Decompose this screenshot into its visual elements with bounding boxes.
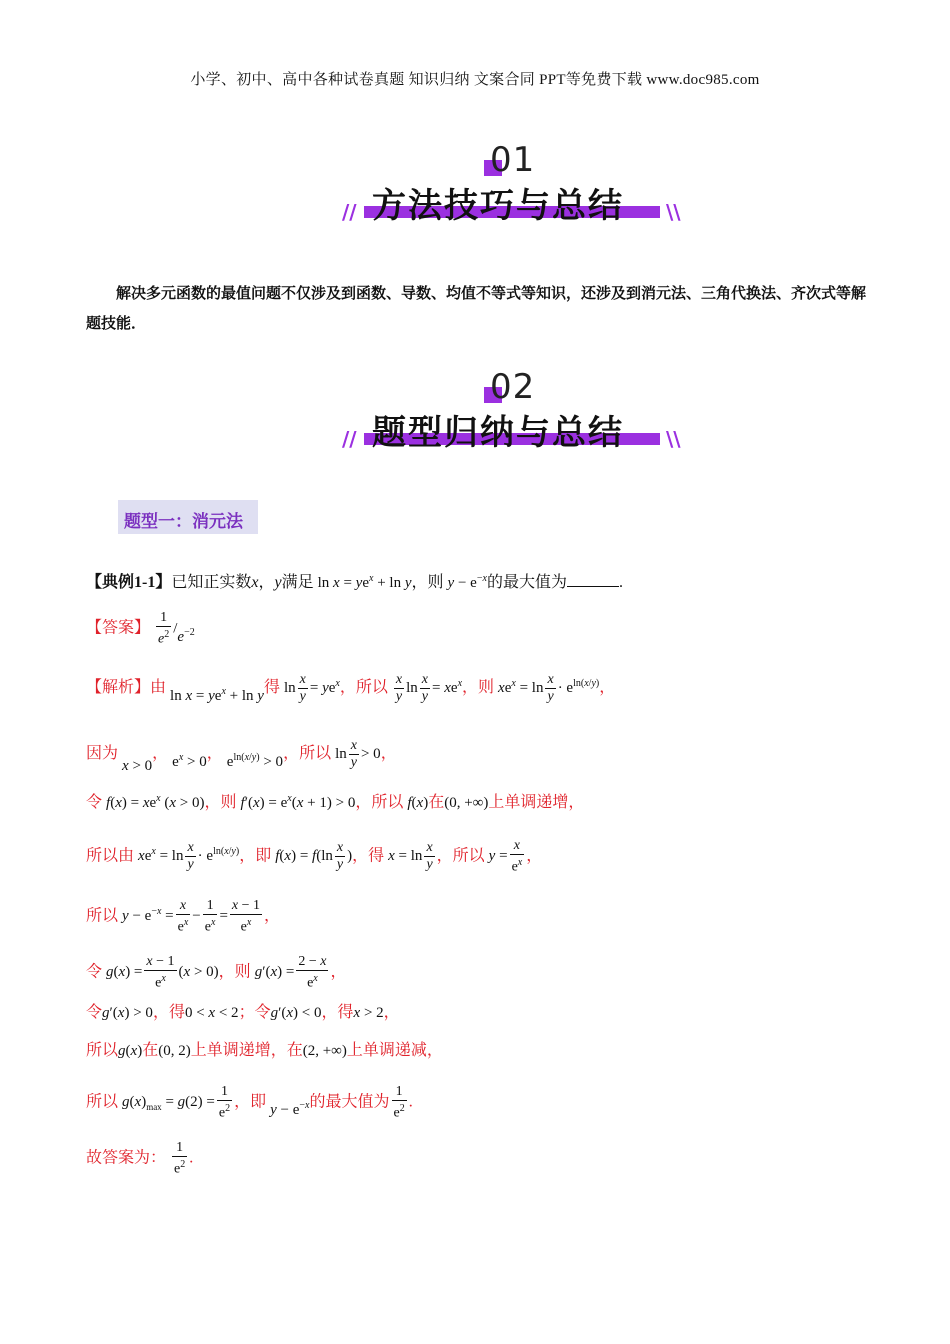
formula: x > 0 <box>122 757 153 774</box>
analysis-line-5: 所以 $y - e^{-x}$ = $\frac{x}{e^x}$ − $\frac{1}{e^x}$ = $\frac{x - 1}{e^x}$ ， <box>86 898 281 935</box>
formula: $f'(x) = e^x(x + 1) > 0$ <box>240 793 356 811</box>
formula: $e^x > 0$ <box>172 751 207 770</box>
intro-paragraph: 解决多元函数的最值问题不仅涉及到函数、导数、均值不等式等知识，还涉及到消元法、三角代换法、齐次式等解题技能． <box>86 284 867 332</box>
formula: g′(x) > 0 <box>102 1005 153 1021</box>
formula: g(x) = $\frac{x - 1}{e^x}$ (x > 0) <box>106 954 219 991</box>
example-question: 【典例1-1】已知正实数x，y满足 $\ln x = ye^x + \ln y$，则 $y - e^{-x}$的最大值为 . <box>86 573 623 591</box>
formula: $\ln x = ye^x + \ln y$ <box>170 685 264 704</box>
analysis-line-4: 所以由 $xe^x = \ln$ $\frac{x}{y}$ · $e^{ln(x/y)}$，即 f(x) = f(ln $\frac{x}{y}$ )，得 x = ln $\frac{x}{y}$ ，所以 y = $\frac{x}{e^x}$ ， <box>86 838 543 875</box>
slash-decoration-right: \\ <box>666 427 681 451</box>
formula: $f(x) = xe^x$ (x > 0) <box>106 793 205 811</box>
formula: f(x) <box>407 795 429 811</box>
condition-formula: $\ln x = ye^x + \ln y$ <box>317 573 412 591</box>
slash-decoration-left: // <box>342 427 357 451</box>
example-tag: 【典例1-1】 <box>86 574 172 591</box>
formula: 0 < x < 2 <box>184 1005 239 1021</box>
formula: f(x) = f(ln $\frac{x}{y}$ ) <box>275 840 353 873</box>
answer-blank <box>567 572 619 587</box>
formula: $g(x)_{max} = g(2)$ = $\frac{1}{e^2}$ <box>122 1084 231 1121</box>
formula: g′(x) < 0 <box>270 1005 322 1021</box>
page-header: 小学、初中、高中各种试卷真题 知识归纳 文案合同 PPT等免费下载 www.doc985.com <box>190 72 760 88</box>
formula: (2, +∞) <box>302 1043 347 1059</box>
analysis-line-9: 所以 $g(x)_{max} = g(2)$ = $\frac{1}{e^2}$ ，即 $y - e^{-x}$的最大值为 $\frac{1}{e^2}$ . <box>86 1084 413 1121</box>
answer-formula-alt: $e^{-2}$ <box>177 626 195 645</box>
formula: $\frac{x}{y}$ ln $\frac{x}{y}$ = $xe^x$ <box>395 672 463 704</box>
formula: $xe^x = \ln$ $\frac{x}{y}$ · $e^{ln(x/y)}$ <box>138 840 240 873</box>
formula: ln $\frac{x}{y}$ = $ye^x$ <box>283 672 340 704</box>
section-number: 02 <box>490 367 536 407</box>
analysis-line-3: 令 $f(x) = xe^x$ (x > 0)，则 $f'(x) = e^x(x + 1) > 0$，所以 f(x)在(0, +∞)上单调递增， <box>86 793 585 811</box>
answer-line: 【答案】 $\frac{1}{e^2}$ $/e^{-2}$ <box>86 610 195 647</box>
analysis-line-10: 故答案为： $\frac{1}{e^2}$ . <box>86 1140 194 1177</box>
formula: y = $\frac{x}{e^x}$ <box>488 838 523 875</box>
formula: $\frac{1}{e^2}$ <box>393 1084 405 1121</box>
slash-decoration-right: \\ <box>666 200 681 224</box>
formula: (0, 2) <box>158 1043 191 1059</box>
question-type-label: 题型一：消元法 <box>124 512 243 532</box>
section-number: 01 <box>490 140 536 180</box>
formula: g′(x) = $\frac{2 - x}{e^x}$ <box>254 954 327 991</box>
section-title: 方法技巧与总结 <box>372 186 624 226</box>
formula: $\frac{1}{e^2}$ <box>174 1140 186 1177</box>
formula: $e^{ln(x/y)} > 0$ <box>226 751 284 770</box>
analysis-line-2: 因为 x > 0， $e^x > 0$， $e^{ln(x/y)} > 0$，所以 ln $\frac{x}{y}$ > 0， <box>86 738 397 774</box>
formula: g(x) <box>118 1043 143 1059</box>
formula: x = ln $\frac{x}{y}$ <box>388 840 433 873</box>
formula: $xe^x = \ln$ $\frac{x}{y}$ · $e^{ln(x/y)}$ <box>498 672 600 704</box>
analysis-line-6: 令 g(x) = $\frac{x - 1}{e^x}$ (x > 0)，则 g′(x) = $\frac{2 - x}{e^x}$ ， <box>86 954 347 991</box>
analysis-line-8: 所以g(x)在(0, 2)上单调递增，在(2, +∞)上单调递减， <box>86 1042 443 1059</box>
formula: $y - e^{-x}$ <box>270 1100 310 1119</box>
formula: ln $\frac{x}{y}$ > 0 <box>335 738 381 770</box>
formula: $y - e^{-x}$ = $\frac{x}{e^x}$ − $\frac{1}{e^x}$ = $\frac{x - 1}{e^x}$ <box>122 898 261 935</box>
formula: (0, +∞) <box>444 795 489 811</box>
section-title: 题型归纳与总结 <box>372 413 624 453</box>
analysis-line-1: 【解析】由 $\ln x = ye^x + \ln y$得 ln $\frac{x}{y}$ = $ye^x$，所以 $\frac{x}{y}$ ln $\frac{x}{y}$ = $xe^x$，则 $xe^x = \ln$ $\frac{x}{y}$ · $e^{ln(x/y)}$， <box>86 672 616 704</box>
target-expression: $y - e^{-x}$ <box>447 573 487 591</box>
analysis-tag: 【解析】 <box>86 678 151 696</box>
analysis-line-7: 令g′(x) > 0，得0 < x < 2；令g′(x) < 0，得x > 2， <box>86 1004 400 1021</box>
slash-decoration-left: // <box>342 200 357 224</box>
formula: x > 2 <box>353 1005 384 1021</box>
answer-tag: 【答案】 <box>86 619 151 637</box>
answer-formula: $\frac{1}{e^2}$ <box>158 610 170 647</box>
